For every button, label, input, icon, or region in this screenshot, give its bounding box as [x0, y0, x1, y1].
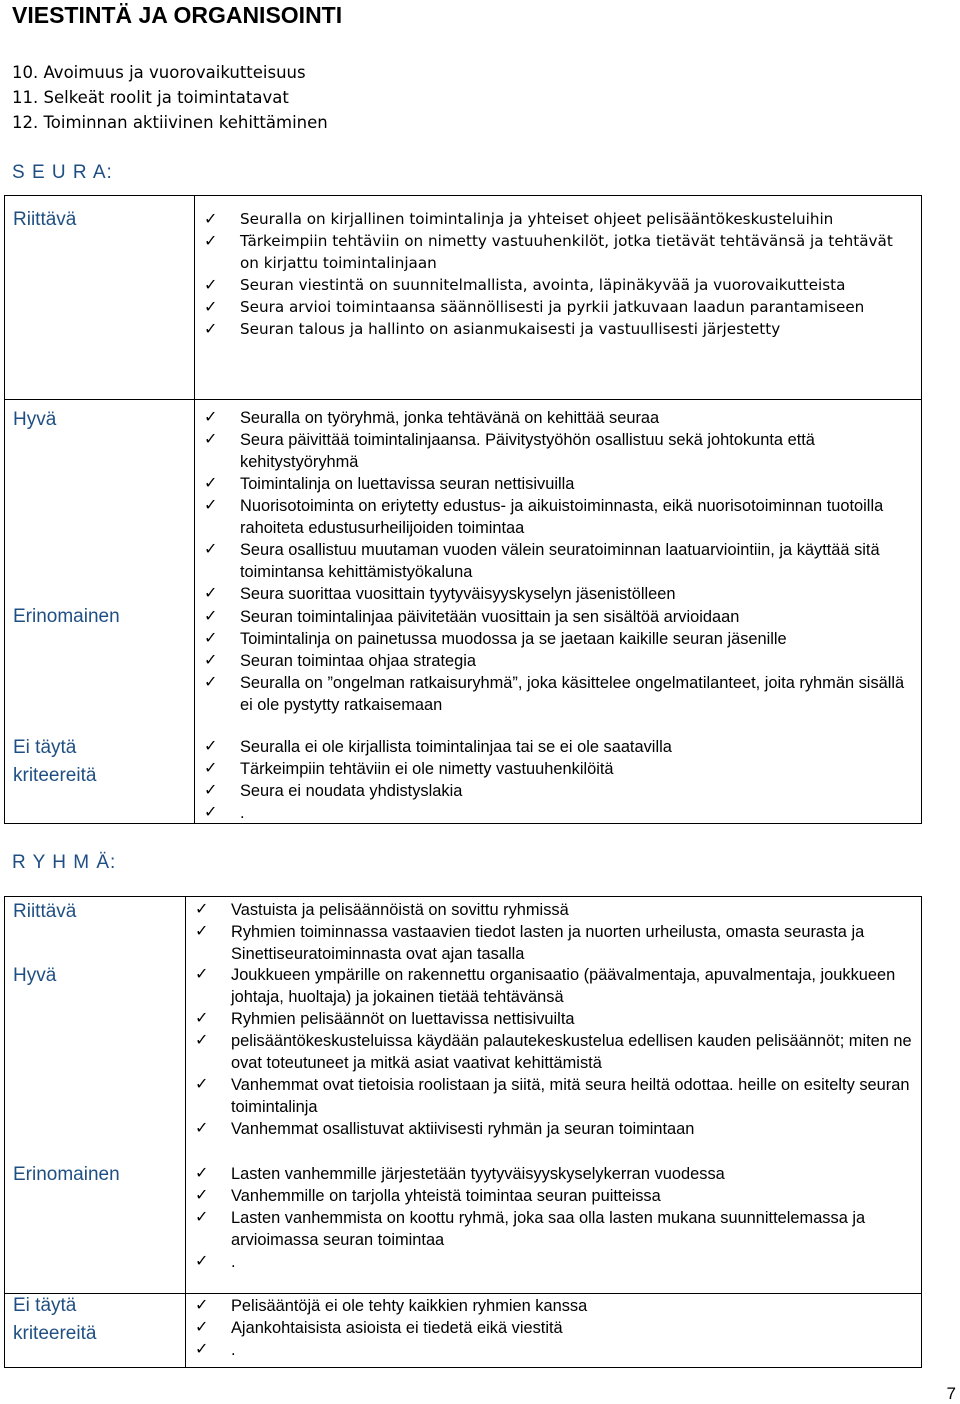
seura-erinomainen-list	[202, 606, 917, 716]
ryhma-table	[4, 896, 922, 1368]
check-icon: ✓	[204, 497, 218, 514]
seura-heading: S E U R A:	[12, 162, 113, 183]
seura-riittava-label: Riittävä	[13, 209, 77, 230]
numbered-item: 11. Selkeät roolit ja toimintatavat	[12, 88, 289, 107]
list-item: ✓ Seuralla on ”ongelman ratkaisuryhmä”, joka käsittelee ongelmatilanteet, joita ryhmän sisällä ei ole pystytty ratkaisemaan	[204, 674, 905, 714]
seura-erinomainen-label: Erinomainen	[13, 606, 120, 627]
list-item: ✓ .	[204, 804, 245, 822]
check-icon: ✓	[204, 231, 218, 250]
check-icon: ✓	[204, 275, 218, 294]
list-item: ✓ Tärkeimpiin tehtäviin on nimetty vastuuhenkilöt, jotka tietävät tehtävänsä ja tehtävät on kirjattu toimintalinjaan	[204, 231, 893, 272]
numbered-item: 10. Avoimuus ja vuorovaikutteisuus	[12, 63, 306, 82]
list-item: ✓ Ryhmien toiminnassa vastaavien tiedot lasten ja nuorten urheilusta, omasta seurasta ja Sinettiseuratoiminnasta ovat ajan tasalla	[195, 923, 865, 963]
seura-hyva-label: Hyvä	[13, 409, 57, 430]
check-icon: ✓	[204, 585, 218, 602]
list-item: ✓ Seura ei noudata yhdistyslakia	[204, 782, 463, 800]
seura-hyva-list	[202, 407, 917, 605]
list-item: ✓ Vanhemmat osallistuvat aktiivisesti ryhmän ja seuran toimintaan	[195, 1120, 695, 1138]
list-item: ✓ Seuralla on työryhmä, jonka tehtävänä on kehittää seuraa	[204, 409, 660, 427]
check-icon: ✓	[204, 630, 218, 647]
list-item: ✓ Lasten vanhemmista on koottu ryhmä, joka saa olla lasten mukana suunnittelemassa ja arvioimassa seuran toimintaa	[195, 1209, 866, 1249]
check-icon: ✓	[195, 1341, 209, 1358]
list-item: ✓ Pelisääntöjä ei ole tehty kaikkien ryhmien kanssa	[195, 1297, 588, 1315]
seura-table	[4, 195, 922, 824]
check-icon: ✓	[204, 297, 218, 316]
list-item: ✓ Seura suorittaa vuosittain tyytyväisyyskyselyn jäsenistölleen	[204, 585, 676, 603]
seura-ei-tayta-label: Ei täytä kriteereitä	[13, 737, 97, 786]
list-item: ✓ Seura arvioi toimintaansa säännöllisesti ja pyrkii jatkuvaan laadun parantamiseen	[204, 297, 865, 316]
list-item: ✓ Seuralla on kirjallinen toimintalinja ja yhteiset ohjeet pelisääntökeskusteluihin	[204, 209, 834, 228]
list-item: ✓ Vanhemmille on tarjolla yhteistä toimintaa seuran puitteissa	[195, 1187, 661, 1205]
check-icon: ✓	[195, 1187, 209, 1204]
ryhma-riittava-list	[193, 899, 913, 965]
list-item: ✓ Seuran toimintalinjaa päivitetään vuosittain ja sen sisältöä arvioidaan	[204, 608, 740, 626]
list-item: ✓ Seuran talous ja hallinto on asianmukaisesti ja vastuullisesti järjestetty	[204, 319, 781, 338]
seura-riittava-list	[202, 208, 902, 340]
check-icon: ✓	[204, 475, 218, 492]
ryhma-heading: R Y H M Ä:	[12, 852, 117, 873]
check-icon: ✓	[204, 409, 218, 426]
check-icon: ✓	[195, 1010, 209, 1027]
check-icon: ✓	[195, 901, 209, 918]
check-icon: ✓	[195, 1032, 209, 1049]
check-icon: ✓	[204, 674, 218, 691]
list-item: ✓ Seura päivittää toimintalinjaansa. Päivitystyöhön osallistuu sekä johtokunta että kehitystyöryhmä	[204, 431, 815, 471]
check-icon: ✓	[204, 541, 218, 558]
list-item: ✓ pelisääntökeskusteluissa käydään palautekeskustelua edellisen kauden pelisäännöt; miten ne ovat toteutuneet ja mitkä asiat vaativat kehittämistä	[195, 1032, 912, 1072]
list-item: ✓ Toimintalinja on painetussa muodossa ja se jaetaan kaikille seuran jäsenille	[204, 630, 787, 648]
check-icon: ✓	[195, 923, 209, 940]
check-icon: ✓	[195, 1253, 209, 1270]
list-item: ✓ Vastuista ja pelisäännöistä on sovittu ryhmissä	[195, 901, 569, 919]
list-item: ✓ .	[195, 1253, 236, 1271]
list-item: ✓ Joukkueen ympärille on rakennettu organisaatio (päävalmentaja, apuvalmentaja, joukkueen johtaja, huoltaja) ja jokainen tietää tehtävänsä	[195, 966, 896, 1006]
ryhma-riittava-label: Riittävä	[13, 901, 77, 922]
check-icon: ✓	[195, 1319, 209, 1336]
list-item: ✓ Toimintalinja on luettavissa seuran nettisivuilla	[204, 475, 575, 493]
list-item: ✓ Seura osallistuu muutaman vuoden välein seuratoiminnan laatuarviointiin, ja käyttää sitä toimintansa kehittämistyökaluna	[204, 541, 880, 581]
check-icon: ✓	[195, 966, 209, 983]
list-item: ✓ Ryhmien pelisäännöt on luettavissa nettisivuilta	[195, 1010, 575, 1028]
list-item: ✓ Nuorisotoiminta on eriytetty edustus- ja aikuistoiminnasta, eikä nuorisotoiminnan tuotoilla rahoiteta edustusurheilijoiden toimintaa	[204, 497, 884, 537]
check-icon: ✓	[195, 1165, 209, 1182]
ryhma-ei-tayta-label: Ei täytä kriteereitä	[13, 1295, 97, 1344]
check-icon: ✓	[204, 652, 218, 669]
list-item: ✓ Ajankohtaisista asioista ei tiedetä eikä viestitä	[195, 1319, 563, 1337]
page-number: 7	[946, 1384, 956, 1403]
check-icon: ✓	[204, 209, 218, 228]
list-item: ✓ Seuran toimintaa ohjaa strategia	[204, 652, 476, 670]
list-item: ✓ Seuran viestintä on suunnitelmallista, avointa, läpinäkyvää ja vuorovaikutteista	[204, 275, 846, 294]
list-item: ✓ Seuralla ei ole kirjallista toimintalinjaa tai se ei ole saatavilla	[204, 738, 672, 756]
list-item: ✓ .	[195, 1341, 236, 1359]
list-item: ✓ Vanhemmat ovat tietoisia roolistaan ja siitä, mitä seura heiltä odottaa. heille on esitelty seuran toimintalinja	[195, 1076, 910, 1116]
numbered-list	[12, 60, 328, 135]
check-icon: ✓	[204, 804, 218, 821]
check-icon: ✓	[195, 1297, 209, 1314]
check-icon: ✓	[204, 431, 218, 448]
seura-ei-tayta-list	[202, 736, 917, 824]
check-icon: ✓	[195, 1076, 209, 1093]
check-icon: ✓	[204, 319, 218, 338]
numbered-item: 12. Toiminnan aktiivinen kehittäminen	[12, 113, 328, 132]
check-icon: ✓	[204, 760, 218, 777]
check-icon: ✓	[195, 1120, 209, 1137]
check-icon: ✓	[195, 1209, 209, 1226]
ryhma-hyva-list	[193, 964, 913, 1140]
page-title: VIESTINTÄ JA ORGANISOINTI	[12, 2, 343, 28]
ryhma-erinomainen-label: Erinomainen	[13, 1164, 120, 1185]
ryhma-erinomainen-list	[193, 1163, 913, 1273]
check-icon: ✓	[204, 608, 218, 625]
ryhma-hyva-label: Hyvä	[13, 965, 57, 986]
check-icon: ✓	[204, 738, 218, 755]
check-icon: ✓	[204, 782, 218, 799]
list-item: ✓ Lasten vanhemmille järjestetään tyytyväisyyskyselykerran vuodessa	[195, 1165, 725, 1183]
list-item: ✓ Tärkeimpiin tehtäviin ei ole nimetty vastuuhenkilöitä	[204, 760, 614, 778]
ryhma-ei-tayta-list	[193, 1295, 913, 1361]
